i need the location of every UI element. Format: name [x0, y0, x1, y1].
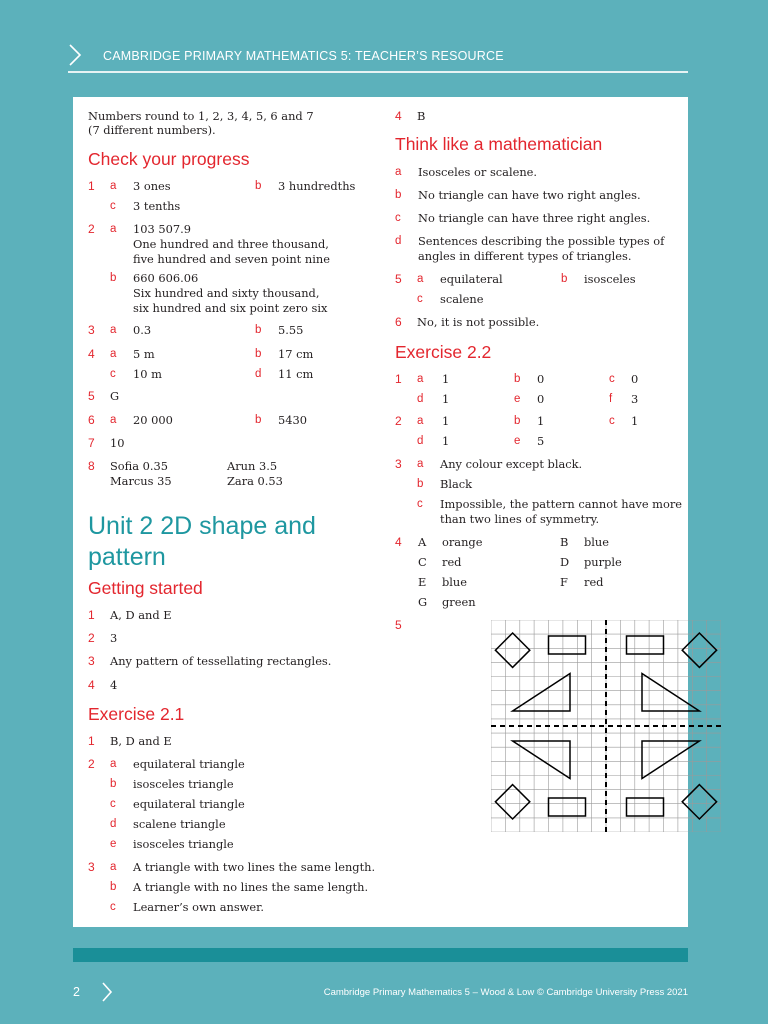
answer-text: 1	[537, 414, 545, 428]
part-letter: a	[395, 166, 402, 178]
part-letter: c	[417, 498, 423, 510]
answer-text: One hundred and three thousand,	[133, 237, 329, 251]
part-letter: a	[417, 373, 424, 385]
part-letter: d	[417, 435, 424, 447]
answer-text: orange	[442, 535, 483, 549]
rectangle-top-right	[627, 636, 664, 654]
question-number: 2	[88, 757, 95, 771]
answer-text: Marcus 35	[110, 474, 172, 488]
rectangle-bottom-right	[627, 798, 664, 816]
answer-text: 3 tenths	[133, 199, 181, 213]
part-letter: a	[110, 758, 117, 770]
header-rule	[68, 71, 688, 73]
part-letter: b	[417, 478, 424, 490]
part-letter: d	[110, 818, 117, 830]
question-number: 5	[395, 272, 402, 286]
question-number: 6	[395, 315, 402, 329]
answer-text: 3	[631, 392, 639, 406]
getting-started-heading: Getting started	[88, 578, 203, 598]
answer-text: equilateral triangle	[133, 797, 245, 811]
question-number: 3	[88, 654, 95, 668]
part-letter: a	[417, 415, 424, 427]
part-letter: c	[609, 415, 615, 427]
part-letter: c	[609, 373, 615, 385]
part-letter: b	[255, 180, 262, 192]
part-letter: e	[514, 435, 521, 447]
footer-band	[73, 948, 688, 962]
unit-title-line-2: pattern	[88, 543, 166, 571]
part-letter: e	[514, 393, 521, 405]
question-number: 6	[88, 413, 95, 427]
answer-text: Isosceles or scalene.	[418, 165, 538, 179]
triangle-top-right	[642, 674, 699, 712]
answer-text: Sofia 0.35	[110, 459, 169, 473]
answer-text: 1	[442, 414, 450, 428]
triangle-bottom-left	[513, 741, 570, 779]
answer-text: 10 m	[133, 367, 162, 381]
answer-text: No triangle can have two right angles.	[418, 188, 641, 202]
chevron-right-icon	[101, 982, 113, 1002]
pattern-label: D	[560, 555, 570, 569]
answer-text: isosceles triangle	[133, 837, 234, 851]
question-number: 2	[88, 631, 95, 645]
part-letter: d	[395, 235, 402, 247]
question-number: 5	[395, 618, 402, 632]
answer-text: red	[442, 555, 462, 569]
answer-text: 0.3	[133, 323, 152, 337]
symmetry-grid-figure	[491, 620, 721, 832]
answer-text: isosceles triangle	[133, 777, 234, 791]
answer-text: 0	[537, 372, 545, 386]
part-letter: b	[514, 415, 521, 427]
answer-text: equilateral triangle	[133, 757, 245, 771]
answer-text: isosceles	[584, 272, 636, 286]
part-letter: c	[110, 368, 116, 380]
question-number: 1	[88, 179, 95, 193]
answer-text: 3	[110, 631, 118, 645]
header-title: CAMBRIDGE PRIMARY MATHEMATICS 5: TEACHER’S RESOURCE	[103, 49, 504, 63]
answer-text: B, D and E	[110, 734, 172, 748]
answer-text: 1	[442, 372, 450, 386]
answer-text: 1	[442, 434, 450, 448]
question-number: 2	[395, 414, 402, 428]
part-letter: b	[255, 414, 262, 426]
answer-text: 3 ones	[133, 179, 171, 193]
answer-text: blue	[584, 535, 610, 549]
page-header	[0, 0, 768, 74]
check-progress-heading: Check your progress	[88, 149, 250, 169]
answer-text: angles in different types of triangles.	[418, 249, 632, 263]
question-number: 3	[395, 457, 402, 471]
question-number: 1	[395, 372, 402, 386]
answer-text: Any colour except black.	[440, 457, 583, 471]
part-letter: c	[110, 200, 116, 212]
triangle-top-left	[513, 674, 570, 712]
answer-text: blue	[442, 575, 468, 589]
triangle-bottom-right	[642, 741, 699, 779]
answer-text: green	[442, 595, 476, 609]
answer-text: five hundred and seven point nine	[133, 252, 330, 266]
part-letter: c	[110, 901, 116, 913]
exercise-2-1-heading: Exercise 2.1	[88, 704, 185, 724]
answer-text: scalene	[440, 292, 484, 306]
part-letter: a	[110, 223, 117, 235]
part-letter: b	[255, 324, 262, 336]
answer-page	[73, 97, 688, 927]
part-letter: b	[110, 881, 117, 893]
answer-text: Sentences describing the possible types of	[418, 234, 665, 248]
answer-text: 4	[110, 678, 118, 692]
pattern-label: E	[418, 575, 427, 589]
answer-text: 11 cm	[278, 367, 314, 381]
question-number: 7	[88, 436, 95, 450]
answer-text: Any pattern of tessellating rectangles.	[110, 654, 332, 668]
rectangle-bottom-left	[549, 798, 586, 816]
part-letter: a	[110, 324, 117, 336]
question-number: 4	[395, 535, 402, 549]
question-number: 4	[395, 109, 402, 123]
answer-text: Zara 0.53	[227, 474, 283, 488]
question-number: 1	[88, 734, 95, 748]
question-number: 3	[88, 860, 95, 874]
pattern-label: A	[418, 535, 427, 549]
question-number: 2	[88, 222, 95, 236]
answer-text: 5.55	[278, 323, 304, 337]
intro-line-1: Numbers round to 1, 2, 3, 4, 5, 6 and 7	[88, 109, 314, 123]
part-letter: a	[417, 458, 424, 470]
answer-text: Six hundred and sixty thousand,	[133, 286, 320, 300]
answer-text: 0	[631, 372, 639, 386]
intro-line-2: (7 different numbers).	[88, 123, 216, 137]
part-letter: c	[417, 293, 423, 305]
answer-text: 3 hundredths	[278, 179, 356, 193]
answer-text: No, it is not possible.	[417, 315, 540, 329]
answer-text: No triangle can have three right angles.	[418, 211, 651, 225]
part-letter: b	[561, 273, 568, 285]
part-letter: e	[110, 838, 117, 850]
answer-text: Learner’s own answer.	[133, 900, 264, 914]
exercise-2-2-heading: Exercise 2.2	[395, 342, 492, 362]
answer-text: six hundred and six point zero six	[133, 301, 328, 315]
answer-text: 0	[537, 392, 545, 406]
answer-text: 1	[631, 414, 639, 428]
page-number: 2	[73, 985, 80, 999]
question-number: 8	[88, 459, 95, 473]
answer-text: red	[584, 575, 604, 589]
answer-text: equilateral	[440, 272, 503, 286]
part-letter: d	[255, 368, 262, 380]
answer-text: scalene triangle	[133, 817, 226, 831]
answer-text: A, D and E	[110, 608, 172, 622]
part-letter: a	[417, 273, 424, 285]
answer-text: 20 000	[133, 413, 173, 427]
answer-text: 103 507.9	[133, 222, 191, 236]
answer-text: 10	[110, 436, 125, 450]
pattern-label: G	[418, 595, 428, 609]
answer-text: 5 m	[133, 347, 155, 361]
think-like-heading: Think like a mathematician	[395, 134, 603, 154]
answer-text: than two lines of symmetry.	[440, 512, 600, 526]
rectangle-top-left	[549, 636, 586, 654]
answer-text: A triangle with two lines the same length.	[133, 860, 376, 874]
part-letter: b	[110, 778, 117, 790]
part-letter: b	[395, 189, 402, 201]
question-number: 5	[88, 389, 95, 403]
part-letter: d	[417, 393, 424, 405]
footer-credit: Cambridge Primary Mathematics 5 – Wood & Low © Cambridge University Press 2021	[323, 987, 688, 998]
answer-text: 660 606.06	[133, 271, 199, 285]
part-letter: a	[110, 348, 117, 360]
answer-text: 17 cm	[278, 347, 314, 361]
question-number: 1	[88, 608, 95, 622]
part-letter: f	[609, 393, 613, 405]
question-number: 4	[88, 347, 95, 361]
part-letter: b	[514, 373, 521, 385]
part-letter: a	[110, 180, 117, 192]
answer-text: purple	[584, 555, 622, 569]
answer-text: 5430	[278, 413, 307, 427]
pattern-label: B	[560, 535, 569, 549]
answer-text: A triangle with no lines the same length.	[133, 880, 369, 894]
answer-text: Arun 3.5	[227, 459, 278, 473]
part-letter: b	[255, 348, 262, 360]
answer-text: 1	[442, 392, 450, 406]
answer-text: 5	[537, 434, 545, 448]
pattern-label: F	[560, 575, 568, 589]
part-letter: c	[395, 212, 401, 224]
pattern-label: C	[418, 555, 427, 569]
part-letter: a	[110, 861, 117, 873]
answer-text: Black	[440, 477, 473, 491]
question-number: 3	[88, 323, 95, 337]
part-letter: a	[110, 414, 117, 426]
question-number: 4	[88, 678, 95, 692]
answer-text: Impossible, the pattern cannot have more	[440, 497, 683, 511]
chevron-right-icon	[68, 44, 82, 66]
part-letter: c	[110, 798, 116, 810]
part-letter: b	[110, 272, 117, 284]
answer-text: B	[417, 109, 426, 123]
answer-text: G	[110, 389, 120, 403]
unit-title-line-1: Unit 2 2D shape and	[88, 512, 316, 540]
